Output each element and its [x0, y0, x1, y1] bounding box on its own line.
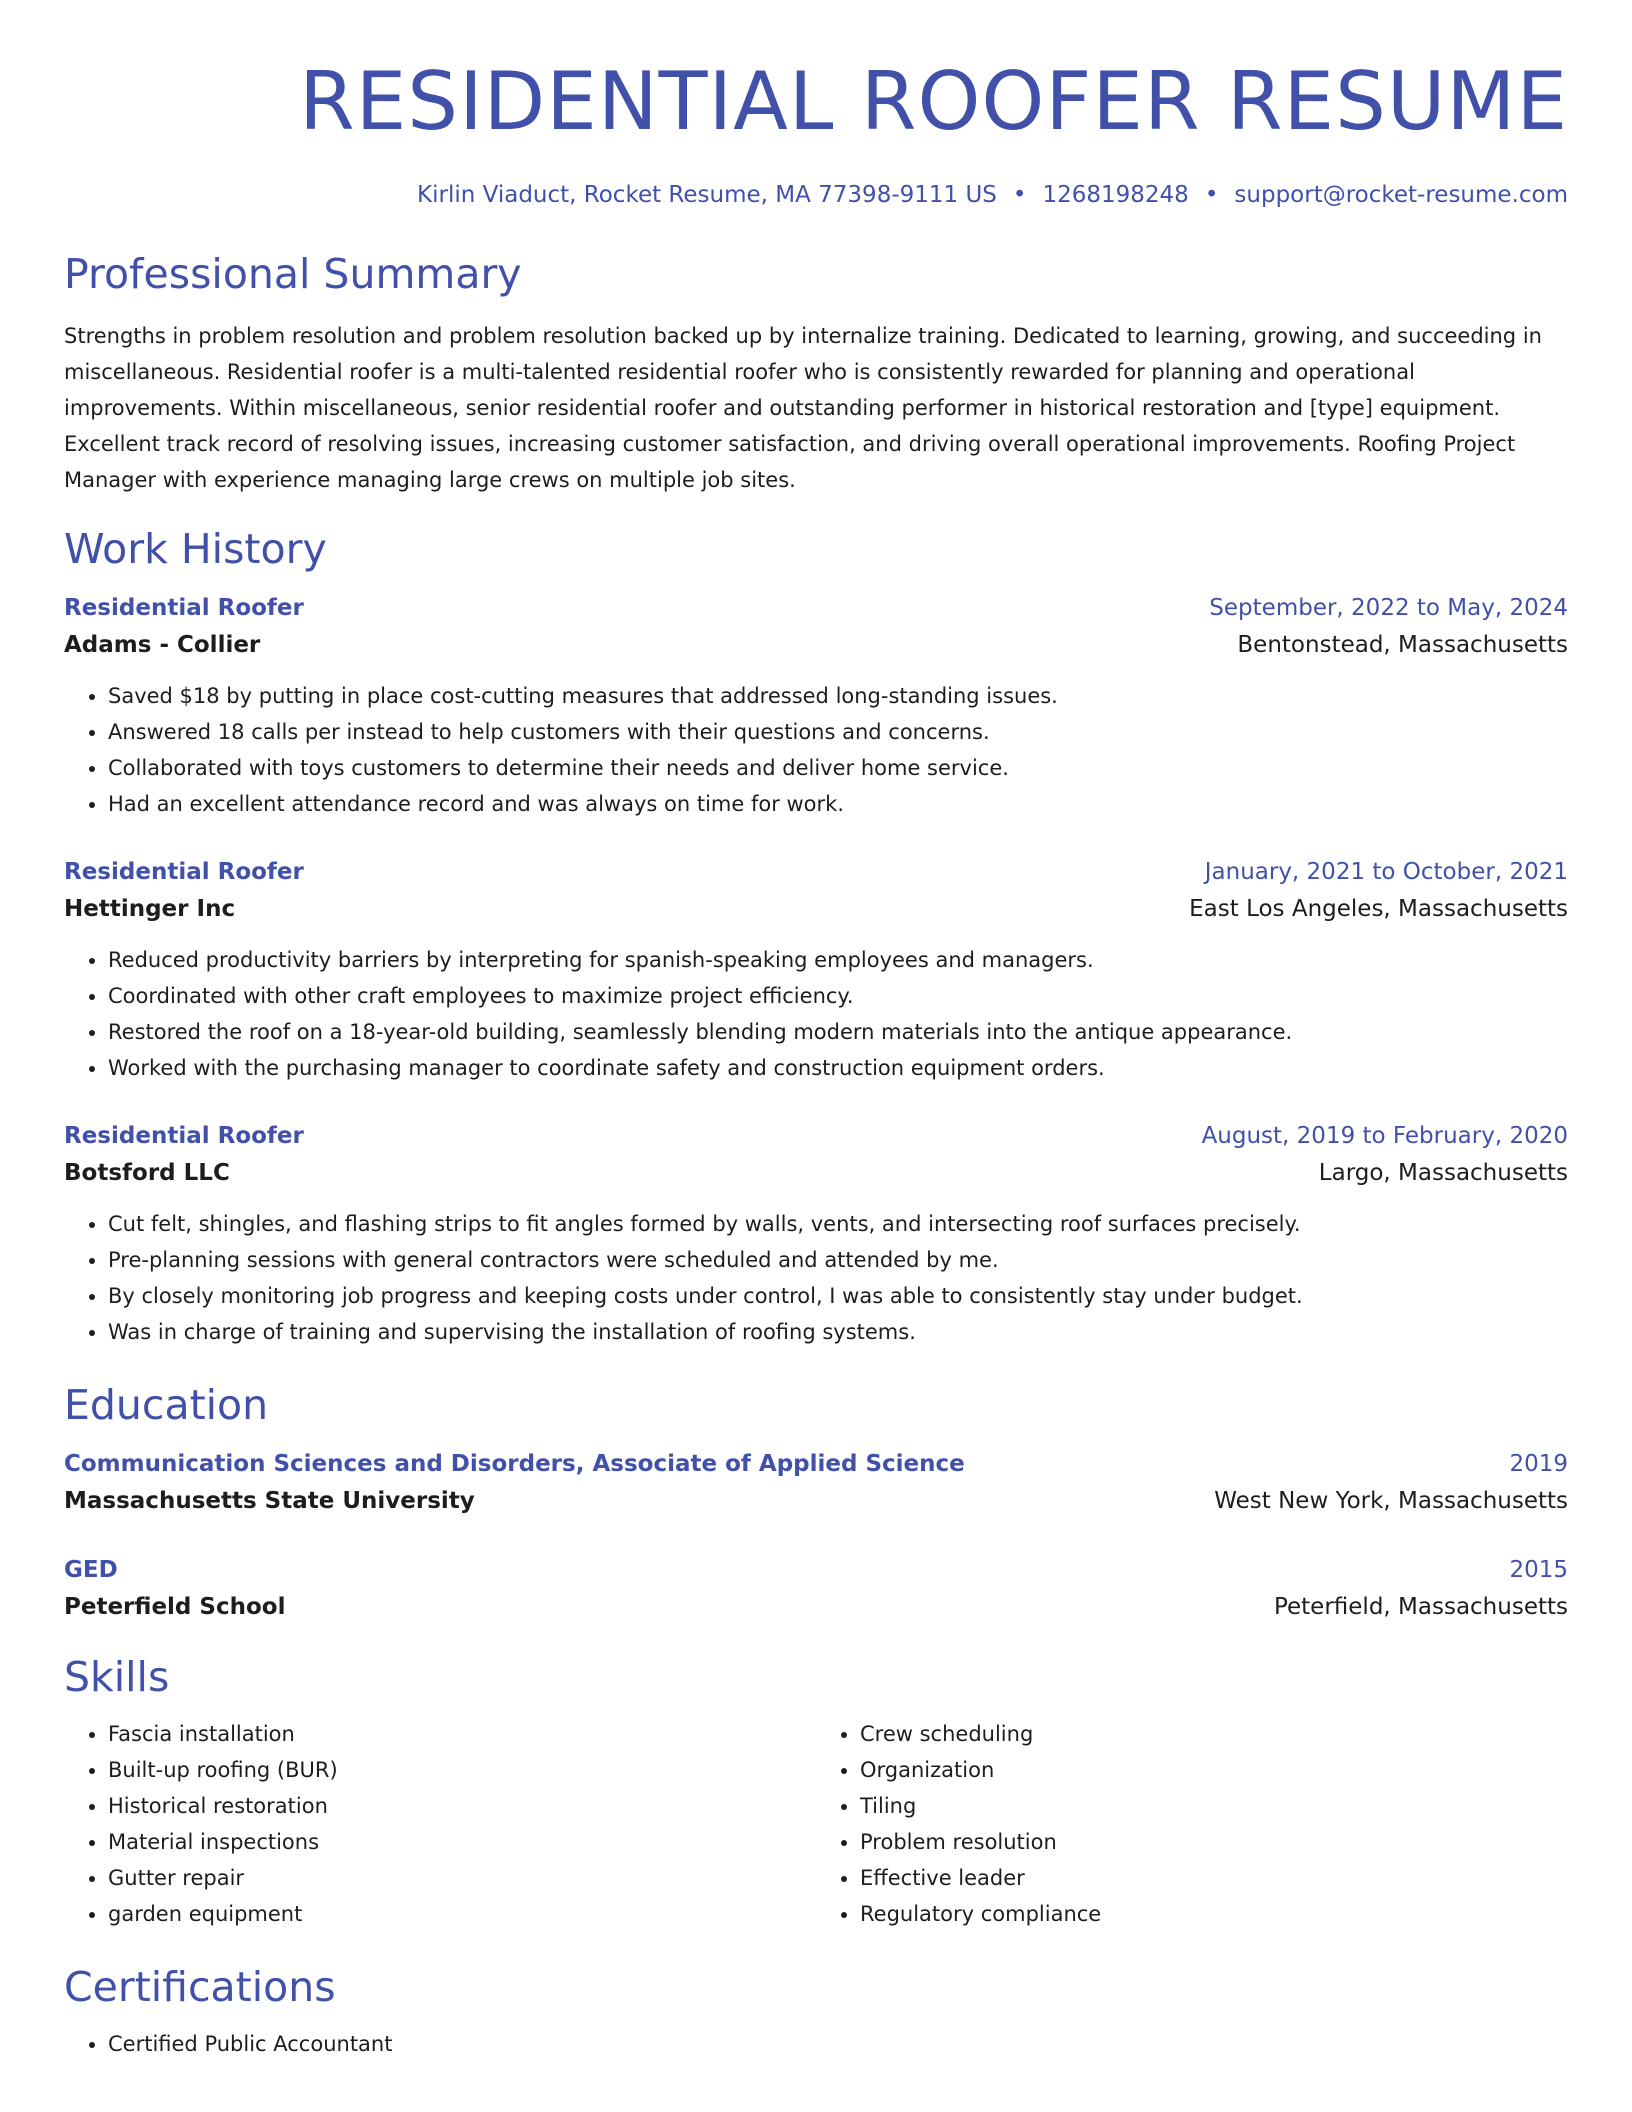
job-bullets: [64, 678, 1568, 822]
education-school: Massachusetts State University: [64, 1488, 475, 1514]
skill-item: • Material inspections: [108, 1824, 816, 1860]
certifications-heading: Certifications: [64, 1963, 336, 2011]
job-bullet: • Saved $18 by putting in place cost-cutting measures that addressed long-standing issues.: [108, 678, 1568, 714]
job-bullet: • By closely monitoring job progress and keeping costs under control, I was able to consistently stay under budget.: [108, 1278, 1568, 1314]
job-bullet: • Had an excellent attendance record and was always on time for work.: [108, 786, 1568, 822]
contact-address: Kirlin Viaduct, Rocket Resume, MA 77398-9111 US: [417, 182, 997, 208]
education-degree: GED: [64, 1557, 118, 1583]
job-bullet: • Worked with the purchasing manager to coordinate safety and construction equipment orders.: [108, 1050, 1568, 1086]
job-dates: September, 2022 to May, 2024: [1209, 595, 1568, 621]
job-title: Residential Roofer: [64, 1123, 304, 1149]
work-history-heading: Work History: [64, 525, 327, 573]
job-bullet: • Was in charge of training and supervising the installation of roofing systems.: [108, 1314, 1568, 1350]
job-bullet: • Cut felt, shingles, and flashing strips to fit angles formed by walls, vents, and intersecting roof surfaces precisely.: [108, 1206, 1568, 1242]
education-degree: Communication Sciences and Disorders, Associate of Applied Science: [64, 1451, 965, 1477]
job-dates: August, 2019 to February, 2020: [1201, 1123, 1568, 1149]
skill-item: • Historical restoration: [108, 1788, 816, 1824]
skill-item: • Problem resolution: [860, 1824, 1568, 1860]
education-location: West New York, Massachusetts: [1214, 1488, 1568, 1514]
education-heading: Education: [64, 1381, 269, 1429]
skills-heading: Skills: [64, 1653, 170, 1701]
job-entry: [64, 1118, 1568, 1350]
resume-header: [64, 0, 1568, 210]
education-entry: [64, 1552, 1568, 1626]
job-location: East Los Angeles, Massachusetts: [1189, 896, 1568, 922]
job-entry: [64, 590, 1568, 822]
job-bullet: • Coordinated with other craft employees to maximize project efficiency.: [108, 978, 1568, 1014]
contact-separator: •: [1012, 182, 1027, 208]
job-company: Hettinger Inc: [64, 896, 236, 922]
job-location: Bentonstead, Massachusetts: [1237, 632, 1568, 658]
skill-item: • Crew scheduling: [860, 1716, 1568, 1752]
skill-item: • Tiling: [860, 1788, 1568, 1824]
skills-list: [64, 1716, 1568, 1932]
job-title: Residential Roofer: [64, 859, 304, 885]
job-bullet: • Answered 18 calls per instead to help customers with their questions and concerns.: [108, 714, 1568, 750]
job-bullets: [64, 1206, 1568, 1350]
job-bullets: [64, 942, 1568, 1086]
education-location: Peterfield, Massachusetts: [1273, 1594, 1568, 1620]
education-year: 2019: [1509, 1451, 1568, 1477]
job-bullet: • Restored the roof on a 18-year-old building, seamlessly blending modern materials into the antique appearance.: [108, 1014, 1568, 1050]
skill-item: • Gutter repair: [108, 1860, 816, 1896]
education-entry: [64, 1446, 1568, 1520]
skill-item: • Organization: [860, 1752, 1568, 1788]
summary-text: Strengths in problem resolution and problem resolution backed up by internalize training. Dedicated to learning, growing, and succeeding in miscellaneous. Residential roofer is a multi-talented residential roofer who is consistently rewarded for planning and operational improvements. Within miscellaneous, senior residential roofer and outstanding performer in historical restoration and [type] equipment. Excellent track record of resolving issues, increasing customer satisfaction, and driving overall operational improvements. Roofing Project Manager with experience managing large crews on multiple job sites.: [64, 324, 1542, 492]
skills-column-left: [64, 1716, 816, 1932]
certifications-list: [64, 2026, 1568, 2062]
job-company: Adams - Collier: [64, 632, 261, 658]
skill-item: • Built-up roofing (BUR): [108, 1752, 816, 1788]
contact-line: [64, 180, 1568, 210]
job-bullet: • Collaborated with toys customers to determine their needs and deliver home service.: [108, 750, 1568, 786]
skill-item: • Regulatory compliance: [860, 1896, 1568, 1932]
job-title: Residential Roofer: [64, 595, 304, 621]
education-school: Peterfield School: [64, 1594, 286, 1620]
skill-item: • Effective leader: [860, 1860, 1568, 1896]
education-year: 2015: [1509, 1557, 1568, 1583]
skill-item: • Fascia installation: [108, 1716, 816, 1752]
resume-title: RESIDENTIAL ROOFER RESUME: [299, 55, 1568, 148]
skills-column-right: [816, 1716, 1568, 1932]
skill-item: • garden equipment: [108, 1896, 816, 1932]
contact-phone: 1268198248: [1042, 182, 1189, 208]
job-company: Botsford LLC: [64, 1160, 230, 1186]
contact-email[interactable]: support@rocket-resume.com: [1234, 182, 1568, 208]
job-bullet: • Reduced productivity barriers by interpreting for spanish-speaking employees and managers.: [108, 942, 1568, 978]
contact-separator: •: [1204, 182, 1219, 208]
job-entry: [64, 854, 1568, 1086]
certification-item: • Certified Public Accountant: [108, 2026, 1568, 2062]
job-location: Largo, Massachusetts: [1318, 1160, 1568, 1186]
job-dates: January, 2021 to October, 2021: [1204, 859, 1568, 885]
job-bullet: • Pre-planning sessions with general contractors were scheduled and attended by me.: [108, 1242, 1568, 1278]
summary-heading: Professional Summary: [64, 250, 522, 298]
